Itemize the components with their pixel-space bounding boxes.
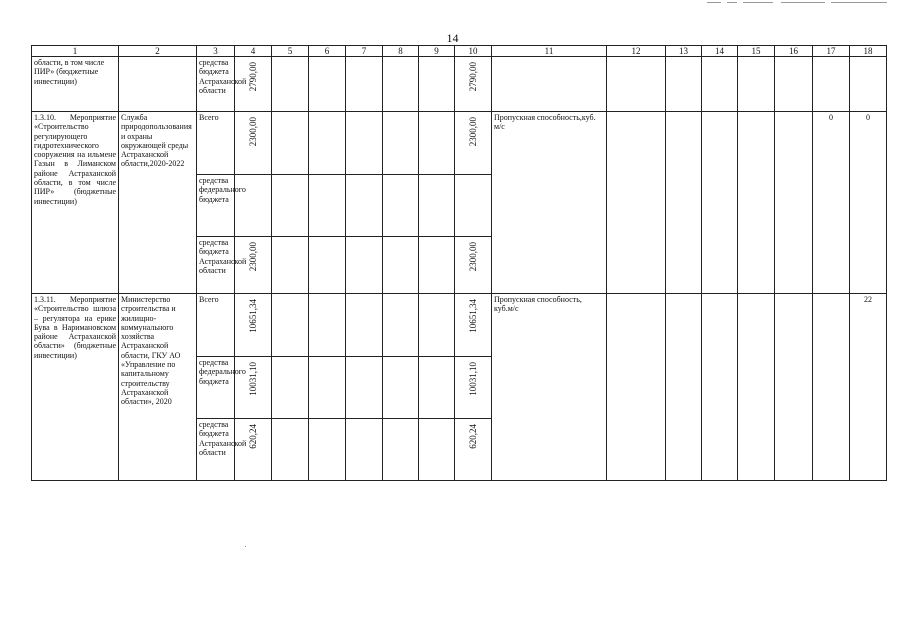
column-header: 7	[346, 46, 383, 57]
executor-cell: Служба природопользования и охраны окружающей среды Астраханской области,2020-2022	[119, 112, 197, 294]
scan-speck	[245, 546, 246, 547]
amount-cell: 2300,00	[235, 112, 272, 175]
total-cell: 10031,10	[455, 357, 492, 419]
column-header: 11	[492, 46, 607, 57]
funding-source-cell: Всего	[197, 294, 235, 357]
total-cell: 2790,00	[455, 57, 492, 112]
column-header: 16	[775, 46, 813, 57]
column-header-row	[32, 46, 887, 57]
amount-cell	[235, 175, 272, 237]
amount-cell: 10651,34	[235, 294, 272, 357]
indicator-value-cell: 0	[850, 112, 887, 294]
amount-cell: 2300,00	[235, 237, 272, 294]
table-row	[32, 112, 887, 175]
column-header: 4	[235, 46, 272, 57]
funding-source-cell: средства федерального бюджета	[197, 357, 235, 419]
measure-name-cell: 1.3.11. Мероприятие «Строительство шлюза – регулятора на ерике Бува в Наримановском районе Астраханской области» (бюджетные инвестиции)	[32, 294, 119, 481]
column-header: 18	[850, 46, 887, 57]
column-header: 3	[197, 46, 235, 57]
measure-name-cell: 1.3.10. Мероприятие «Строительство регулирующего гидротехнического сооружения на ильмене Газын в Лиманском районе Астраханской области, в том числе ПИР» (бюджетные инвестиции)	[32, 112, 119, 294]
indicator-value-cell: 22	[850, 294, 887, 481]
column-header: 8	[383, 46, 419, 57]
table-row	[32, 57, 887, 112]
column-header: 15	[738, 46, 775, 57]
column-header: 14	[702, 46, 738, 57]
indicator-cell: Пропускная способность, куб.м/с	[492, 294, 607, 481]
column-header: 5	[272, 46, 309, 57]
funding-source-cell: средства бюджета Астраханской области	[197, 57, 235, 112]
scan-artifact-lines	[707, 2, 887, 4]
program-table	[31, 45, 887, 481]
funding-source-cell: средства федерального бюджета	[197, 175, 235, 237]
indicator-cell: Пропускная способность,куб. м/с	[492, 112, 607, 294]
column-header: 9	[419, 46, 455, 57]
total-cell: 620,24	[455, 419, 492, 481]
funding-source-cell: средства бюджета Астраханской области	[197, 237, 235, 294]
total-cell: 2300,00	[455, 112, 492, 175]
total-cell	[455, 175, 492, 237]
column-header: 6	[309, 46, 346, 57]
amount-cell: 620,24	[235, 419, 272, 481]
column-header: 13	[666, 46, 702, 57]
page-number: 14	[446, 31, 459, 45]
column-header: 2	[119, 46, 197, 57]
table-row	[32, 294, 887, 357]
column-header: 10	[455, 46, 492, 57]
column-header: 17	[813, 46, 850, 57]
total-cell: 2300,00	[455, 237, 492, 294]
measure-name-cell: области, в том числе ПИР» (бюджетные инвестиции)	[32, 57, 119, 112]
funding-source-cell: Всего	[197, 112, 235, 175]
indicator-value-cell	[813, 294, 850, 481]
indicator-value-cell: 0	[813, 112, 850, 294]
funding-source-cell: средства бюджета Астраханской области	[197, 419, 235, 481]
executor-cell: Министерство строительства и жилищно-коммунального хозяйства Астраханской области, ГКУ АО «Управление по капитальному строительству Астраханской области», 2020	[119, 294, 197, 481]
amount-cell: 10031,10	[235, 357, 272, 419]
total-cell: 10651,34	[455, 294, 492, 357]
column-header: 1	[32, 46, 119, 57]
amount-cell: 2790,00	[235, 57, 272, 112]
column-header: 12	[607, 46, 666, 57]
